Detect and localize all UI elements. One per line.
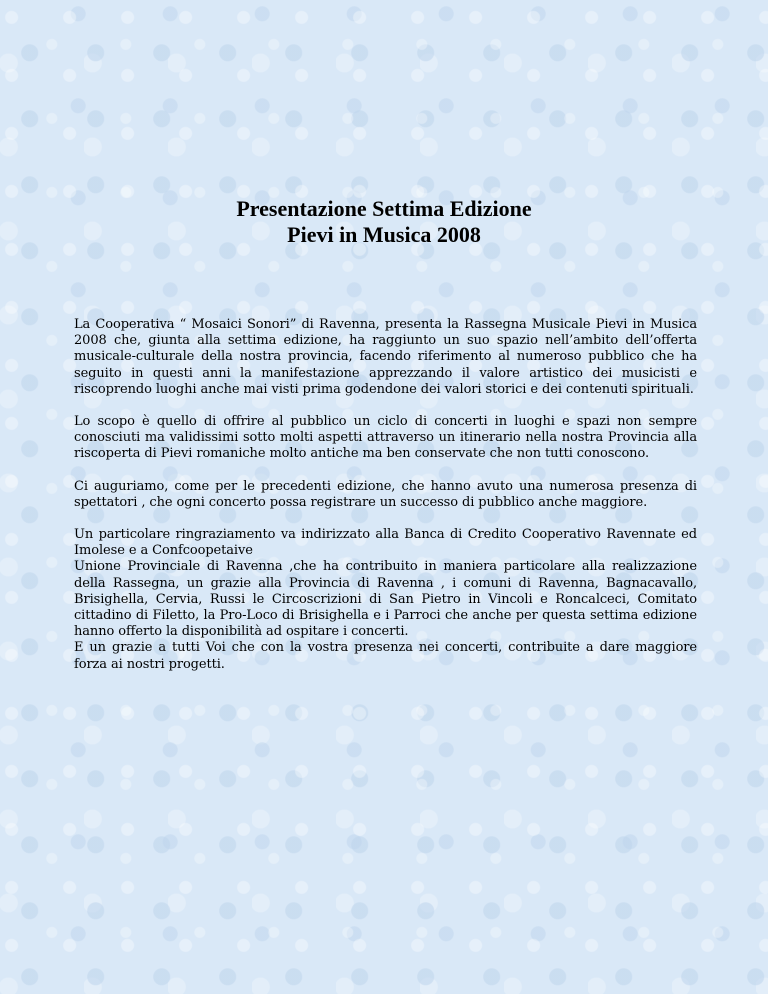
paragraph-intro: La Cooperativa “ Mosaici Sonori” di Ravenna, presenta la Rassegna Musicale Pievi in Musica 2008 che, giunta alla settima edizione, ha raggiunto un suo spazio nell’ambito dell’offerta musicale-culturale della nostra provincia, facendo riferimento al numeroso pubblico che ha seguito in questi anni la manifestazione apprezzando il valore artistico dei musicisti e riscoprendo luoghi anche mai visti prima godendone dei valori storici e dei contenuti spirituali. [74,317,697,397]
document-title [0,196,768,248]
thanks-line-3: E un grazie a tutti Voi che con la vostra presenza nei concerti, contribuite a dare maggiore forza ai nostri progetti. [74,640,697,672]
document-body [74,317,697,673]
thanks-line-1: Un particolare ringraziamento va indirizzato alla Banca di Credito Cooperativo Ravennate ed Imolese e a Confcoopetaive [74,527,697,559]
thanks-line-2: Unione Provinciale di Ravenna ,che ha contribuito in maniera particolare alla realizzazione della Rassegna, un grazie alla Provincia di Ravenna , i comuni di Ravenna, Bagnacavallo, Brisighella, Cervia, Russi le Circoscrizioni di San Pietro in Vincoli e Roncalceci, Comitato cittadino di Filetto, la Pro-Loco di Brisighella e i Parroci che anche per questa settima edizione hanno offerto la disponibilità ad ospitare i concerti. [74,559,697,640]
paragraph-thanks [74,527,697,673]
title-line-1: Presentazione Settima Edizione [236,196,532,221]
paragraph-wishes: Ci auguriamo, come per le precedenti edizione, che hanno avuto una numerosa presenza di spettatori , che ogni concerto possa registrare un successo di pubblico anche maggiore. [74,478,697,510]
paragraph-purpose: Lo scopo è quello di offrire al pubblico un ciclo di concerti in luoghi e spazi non sempre conosciuti ma validissimi sotto molti aspetti attraverso un itinerario nella nostra Provincia alla riscoperta di Pievi romaniche molto antiche ma ben conservate che non tutti conoscono. [74,414,697,462]
title-line-2: Pievi in Musica 2008 [287,222,481,247]
